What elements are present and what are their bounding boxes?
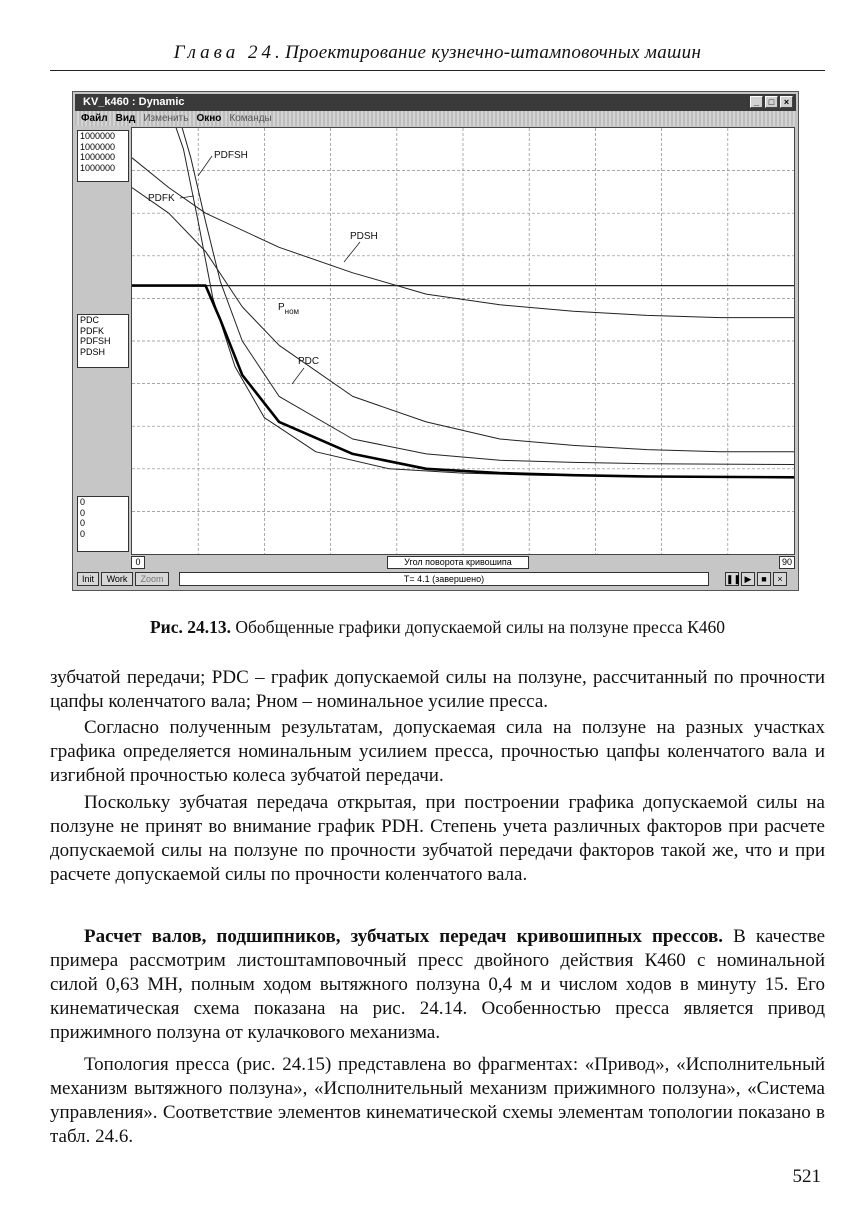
- y-max-value: 1000000: [80, 131, 116, 141]
- y-max-value: 1000000: [80, 152, 116, 162]
- y-max-values: [77, 130, 129, 182]
- chart-svg: [132, 128, 794, 554]
- section-paragraph: [50, 925, 825, 1045]
- minimize-button[interactable]: _: [750, 96, 763, 108]
- work-button[interactable]: Work: [101, 572, 133, 586]
- y-max-value: 1000000: [80, 162, 116, 173]
- chart-labels: [148, 150, 378, 384]
- curve-label: PDC: [298, 356, 320, 367]
- figure-caption: [50, 617, 825, 638]
- series-line-4: [169, 128, 794, 477]
- menu-edit[interactable]: Изменить: [143, 113, 189, 124]
- chapter-title: . Проектирование кузнечно-штамповочных машин: [274, 42, 702, 63]
- chapter-label: Глава 24: [173, 42, 275, 63]
- stop-button[interactable]: ■: [757, 572, 771, 586]
- running-head: [50, 42, 825, 64]
- legend-item[interactable]: PDSH: [80, 346, 106, 357]
- curve-label: PDFK: [148, 193, 175, 204]
- play-button[interactable]: ▶: [741, 572, 755, 586]
- legend-item[interactable]: PDC: [80, 315, 100, 325]
- zoom-button[interactable]: Zoom: [135, 572, 169, 586]
- y-min-value: 0: [80, 528, 86, 539]
- menu-file[interactable]: Файл: [81, 113, 108, 124]
- window-titlebar: [75, 94, 796, 111]
- chart-grid: [132, 128, 794, 554]
- menu-view[interactable]: Вид: [115, 113, 136, 124]
- curve-label: $P_{ном}$: [278, 302, 300, 316]
- x-min-value: 0: [131, 556, 145, 569]
- close-button[interactable]: ×: [780, 96, 793, 108]
- paragraph-2: [50, 716, 825, 788]
- caption-label: Рис. 24.13.: [149, 617, 231, 637]
- maximize-button[interactable]: □: [765, 96, 778, 108]
- y-min-value: 0: [80, 518, 86, 528]
- paragraph-3-text: Поскольку зубчатая передача открытая, при построении графика допускаемой силы на ползуне не принят во внимание график PDH. Степень учета различных факторов при расчете допускаемой силы на ползуне по прочности зубчатой передачи факторов такой же, что и при расчете допускаемой силы по прочности коленчатого вала.: [50, 792, 825, 885]
- x-axis-label: Угол поворота кривошипа: [387, 556, 529, 569]
- section-heading: Расчет валов, подшипников, зубчатых передач кривошипных прессов.: [84, 926, 724, 947]
- status-row: [75, 572, 796, 587]
- series-line-3: [176, 128, 794, 464]
- legend-item[interactable]: PDFSH: [80, 336, 111, 346]
- menu-commands[interactable]: Команды: [229, 113, 272, 124]
- paragraph-2-text: Согласно полученным результатам, допускаемая сила на ползуне на разных участках графика определяется номинальным усилием пресса, прочностью цапфы коленчатого вала и изгибной прочностью колеса зубчатой передачи.: [50, 717, 825, 786]
- label-leader-line: [292, 368, 304, 384]
- x-max-value: 90: [779, 556, 795, 569]
- y-min-value: 0: [80, 507, 86, 518]
- paragraph-5-text: Топология пресса (рис. 24.15) представлена во фрагментах: «Привод», «Исполнительный механизм вытяжного ползуна», «Исполнительный механизм прижимного ползуна», «Система управления». Соответствие элементов кинематической схемы элементам топологии показано в табл. 24.6.: [50, 1054, 825, 1147]
- legend-item[interactable]: PDFK: [80, 325, 105, 336]
- series-legend: [77, 314, 129, 368]
- menubar: [75, 111, 796, 126]
- label-leader-line: [344, 242, 360, 262]
- caption-text: Обобщенные графики допускаемой силы на ползуне пресса К460: [231, 617, 726, 637]
- close-sim-button[interactable]: ×: [773, 572, 787, 586]
- y-min-value: 0: [80, 497, 86, 507]
- status-field: T= 4.1 (завершено): [179, 572, 709, 586]
- label-leader-line: [198, 156, 212, 176]
- plot-area: [131, 127, 795, 555]
- header-rule: [50, 70, 825, 71]
- x-axis-row: [131, 556, 795, 570]
- y-max-value: 1000000: [80, 141, 116, 152]
- y-min-values: [77, 496, 129, 552]
- curve-label: PDFSH: [214, 150, 248, 161]
- page-number: 521: [792, 1166, 821, 1187]
- menu-window[interactable]: Окно: [196, 113, 222, 124]
- paragraph-1-text: зубчатой передачи; PDC – график допускаемой силы на ползуне, рассчитанный по прочности цапфы коленчатого вала; Pном – номинальное усилие пресса.: [50, 667, 825, 712]
- paragraph-5: [50, 1053, 825, 1149]
- init-button[interactable]: Init: [77, 572, 99, 586]
- paragraph-3: [50, 791, 825, 887]
- section-text: В качестве примера рассмотрим листоштамповочный пресс двойного действия К460 с номинальной силой 0,63 МН, полным ходом вытяжного ползуна 0,4 м и числом ходов в минуту 15. Его кинематическая схема показана на рис. 24.14. Особенностью пресса является привод прижимного ползуна от кулачкового механизма.: [50, 926, 825, 1043]
- app-window-screenshot: [72, 91, 799, 591]
- paragraph-1: [50, 666, 825, 714]
- pause-button[interactable]: ❚❚: [726, 574, 742, 584]
- window-title: KV_k460 : Dynamic: [83, 96, 185, 108]
- curve-label: PDSH: [350, 231, 378, 242]
